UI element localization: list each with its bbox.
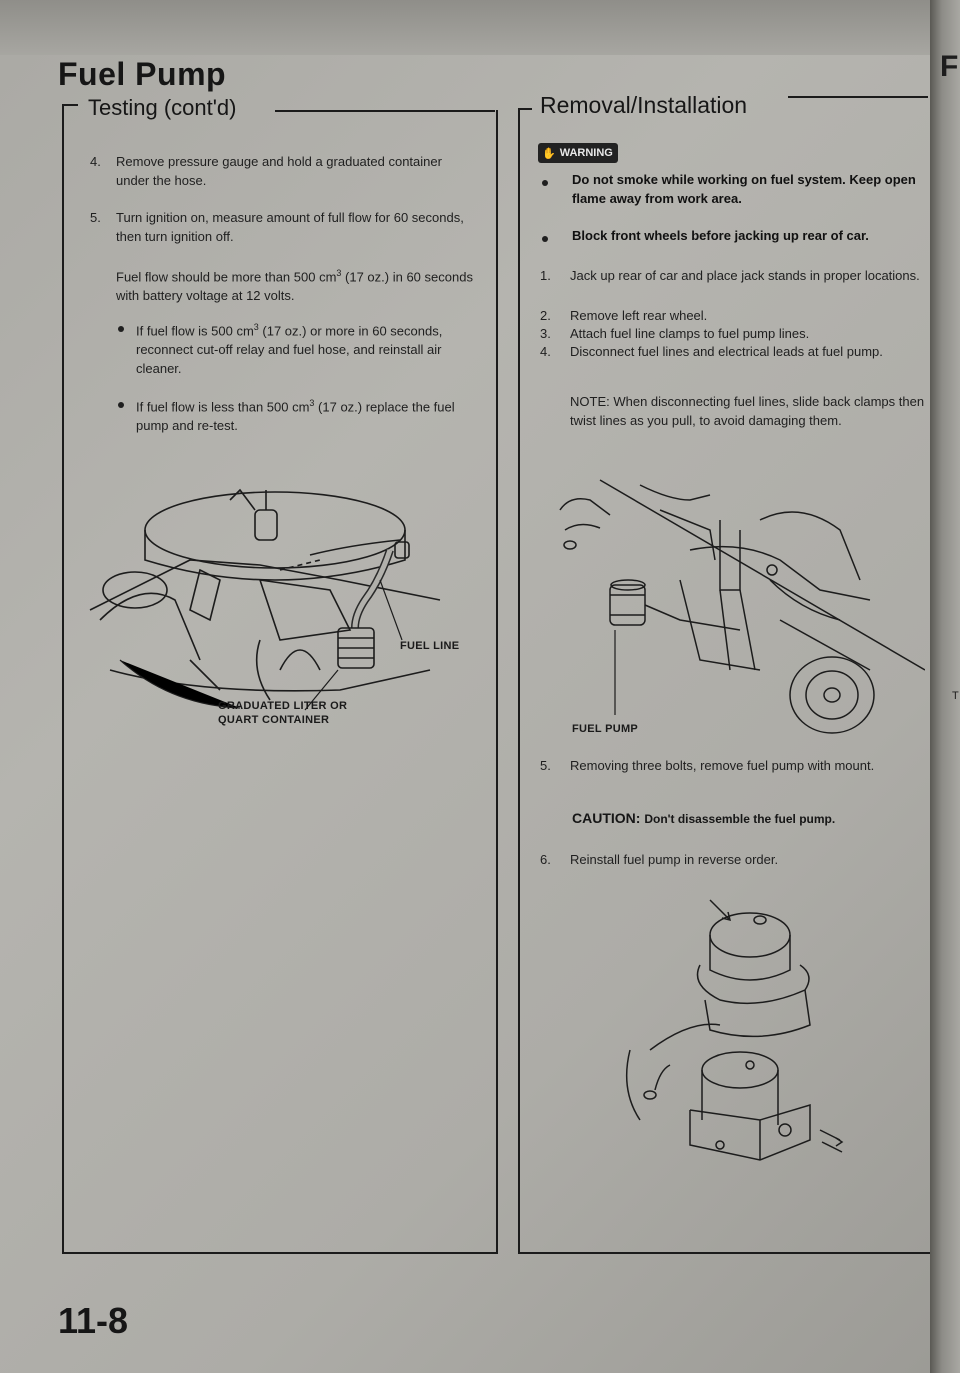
fuel-pump-location-illustration: [540, 470, 925, 740]
section-title-testing: Testing (cont'd): [88, 95, 237, 120]
label-fuel-line: FUEL LINE: [400, 640, 460, 652]
label-fuel-pump: FUEL PUMP: [572, 723, 639, 735]
bullet-dot: [118, 326, 124, 332]
warning-wheels-text: Block front wheels before jacking up rear of car.: [572, 228, 869, 243]
label-container-line2: QUART CONTAINER: [218, 714, 330, 726]
warning-smoke-text: Do not smoke while working on fuel system. Keep open flame away from work area.: [572, 172, 916, 206]
warning-dot: [542, 236, 548, 242]
page-number: 11-8: [58, 1300, 129, 1341]
label-container-line1: GRADUATED LITER OR: [218, 700, 348, 712]
fuel-flow-test-illustration: [80, 470, 480, 730]
removal-note: NOTE: When disconnecting fuel lines, slide back clamps then twist lines as you pull, to avoid damaging them.: [570, 394, 925, 428]
removal-step-5: Removing three bolts, remove fuel pump with mount.: [570, 758, 875, 773]
bullet-dot: [118, 402, 124, 408]
removal-step-2: Remove left rear wheel.: [570, 308, 708, 323]
removal-step-3: Attach fuel line clamps to fuel pump lines.: [570, 326, 810, 341]
flow-spec-text: Fuel flow should be more than 500 $cm^3$ (17 oz.) in 60 seconds with battery voltage at 12 volts.: [116, 268, 473, 304]
warning-dot: [542, 180, 548, 186]
section-title-removal: Removal/Installation: [540, 92, 748, 118]
page-title: Fuel Pump: [58, 56, 227, 92]
manual-page: Fuel Pump Testing (cont'd) 4. Remove pressure gauge and hold a graduated container under the hose. 5. Turn ignition on, measure amount of full flow for 60 seconds, then turn ignition off. Fuel flow should be more than 500 $cm^3$ (17 oz.) in 60 seconds with battery voltage at 12 volts. If fuel flow is 500 $cm^3$ (17 oz.) or more in 60 seconds, reconnect cut-off relay and fuel hose, and reinstall air cleaner. If fuel flow is less than 500 $cm^3$ (17 oz.) replace the fuel pump and re-test. FUEL LINE GRADUATED LITER OR QUART CONTAINER Removal/Installation ✋ WARNING Do not smoke while working on fuel system. Keep open flame away from work area. Block front wheels before jacking up rear of car. 1. Jack up rear of car and place jack stands in proper locations. 2. Remove left rear wheel. 3. Attach fuel line clamps to fuel pump lines. 4. Disconnect fuel lines and electrical leads at fuel pump. NOTE: When disconnecting fuel lines, slide back clamps then twist lines as you pull, to avoid damaging them. FUEL PUMP 5. Removing three bolts, remove fuel pump with mount. CAUTION: Don't disassemble the fuel pump. 6. Reinstall fuel pump in reverse order. 11-8: [0, 0, 930, 1373]
removal-step-6: Reinstall fuel pump in reverse order.: [570, 852, 779, 867]
adjacent-page-edge: F T: [930, 0, 960, 1373]
caution-note: CAUTION: Don't disassemble the fuel pump.: [572, 810, 836, 826]
fuel-pump-exploded-illustration: [610, 890, 910, 1190]
removal-step-1: Jack up rear of car and place jack stands in proper locations.: [570, 268, 920, 283]
removal-step-4: Disconnect fuel lines and electrical leads at fuel pump.: [570, 344, 883, 359]
step-4-text: Remove pressure gauge and hold a graduated container under the hose.: [116, 154, 442, 188]
bullet-reconnect: If fuel flow is 500 $cm^3$ (17 oz.) or more in 60 seconds, reconnect cut-off relay and fuel hose, and reinstall air cleaner.: [136, 322, 443, 377]
bullet-replace: If fuel flow is less than 500 $cm^3$ (17 oz.) replace the fuel pump and re-test.: [136, 398, 455, 434]
warning-hand-icon: ✋: [542, 147, 556, 160]
step-5-text: Turn ignition on, measure amount of full flow for 60 seconds, then turn ignition off.: [116, 210, 464, 244]
warning-badge: ✋ WARNING: [538, 143, 618, 163]
top-bleed-band: [0, 0, 930, 55]
